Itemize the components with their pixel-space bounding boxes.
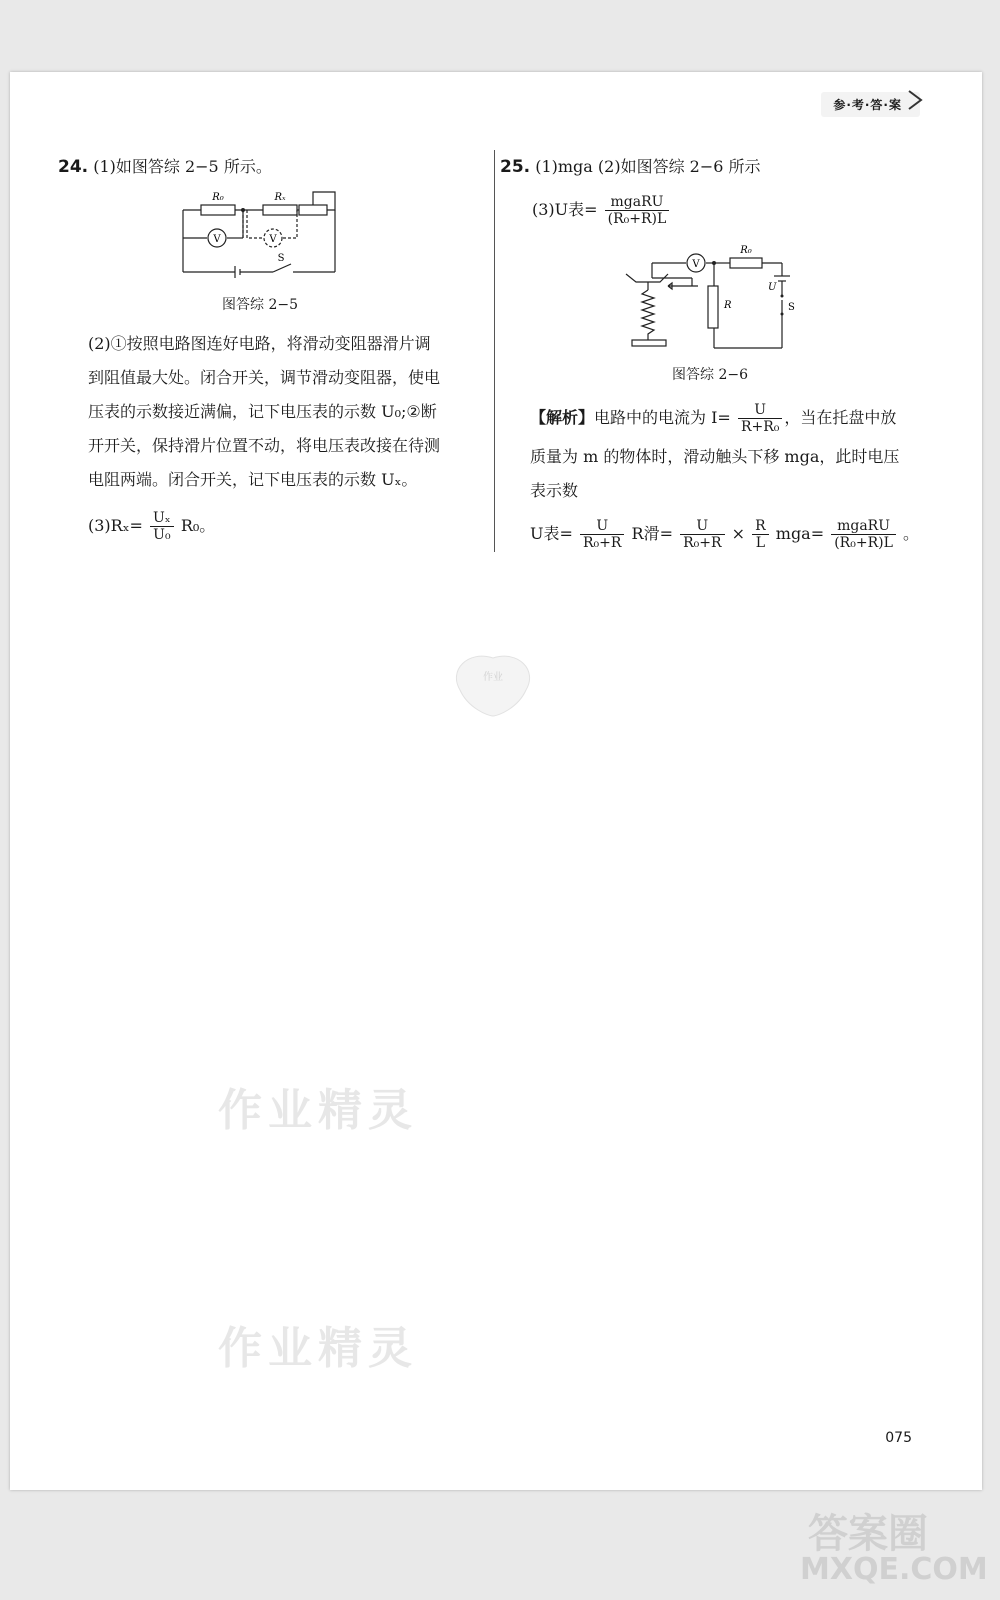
numerator: U xyxy=(580,518,624,535)
numerator: mgaRU xyxy=(605,194,670,211)
stamp-watermark xyxy=(448,650,538,720)
formula-prefix: (3)Rₓ= xyxy=(88,516,143,535)
voltmeter-label: V xyxy=(213,234,221,245)
eq-part: U表= xyxy=(530,524,573,543)
analysis-text: 电路中的电流为 I= xyxy=(594,408,731,427)
eq-part: × xyxy=(731,524,746,543)
q25-number: 25. xyxy=(500,157,531,177)
q24-part2-line: 开开关，保持滑片位置不动，将电压表改接在待测 xyxy=(88,436,441,455)
figure-caption-2-6: 图答综 2−6 xyxy=(672,367,748,383)
figure-caption-2-5: 图答综 2−5 xyxy=(222,297,298,313)
eq-part: mga= xyxy=(775,524,825,543)
column-divider xyxy=(494,150,495,552)
q25-part1 xyxy=(500,154,761,177)
corner-watermark: 答案圈 xyxy=(808,1511,928,1557)
q24-part2-line: 到阻值最大处。闭合开关，调节滑动变阻器，使电 xyxy=(88,368,441,387)
circuit-diagram-2-6 xyxy=(622,238,797,353)
formula-suffix: R₀。 xyxy=(180,516,216,535)
q24-part2-line: 压表的示数接近满偏，记下电压表的示数 U₀;②断 xyxy=(88,402,437,421)
q25-part3-formula xyxy=(532,194,671,227)
stamp-text: 作业 xyxy=(483,672,503,683)
q25-final-equation xyxy=(530,518,919,551)
denominator: L xyxy=(755,535,766,551)
chevron-right-icon xyxy=(906,89,924,111)
q25-analysis-line3: 表示数 xyxy=(530,481,579,500)
watermark-text: 作业精灵 xyxy=(218,1085,418,1136)
fraction xyxy=(831,518,896,551)
analysis-tag: 【解析】 xyxy=(530,408,595,427)
denominator: R+R₀ xyxy=(740,419,780,435)
denominator: (R₀+R)L xyxy=(607,211,667,227)
eq-part: 。 xyxy=(902,524,919,543)
label-r0: R₀ xyxy=(212,192,224,203)
q25-part1-text: (1)mga (2)如图答综 2−6 所示 xyxy=(535,157,761,176)
formula-prefix: (3)U表= xyxy=(532,200,598,219)
fraction xyxy=(752,518,769,551)
circuit-diagram-2-5 xyxy=(175,182,350,282)
label-u: U xyxy=(768,282,777,293)
label-r0: R₀ xyxy=(740,245,752,256)
fraction xyxy=(580,518,624,551)
switch-label: S xyxy=(788,302,795,313)
label-r: R xyxy=(724,300,732,311)
numerator: U xyxy=(680,518,724,535)
q25-analysis-line1 xyxy=(530,402,896,435)
numerator: Uₓ xyxy=(150,510,174,527)
denominator: R₀+R xyxy=(683,535,722,551)
voltmeter-dashed-label: V xyxy=(269,234,277,245)
section-header: 参·考·答·案 xyxy=(821,92,920,117)
fraction xyxy=(605,194,670,227)
q24-number: 24. xyxy=(58,157,89,177)
switch-label: S xyxy=(277,253,285,264)
fraction xyxy=(738,402,782,435)
q24-part3-formula xyxy=(88,510,215,543)
analysis-text: ，当在托盘中放 xyxy=(784,408,897,427)
denominator: R₀+R xyxy=(583,535,622,551)
fraction xyxy=(150,510,174,543)
numerator: U xyxy=(738,402,782,419)
denominator: U₀ xyxy=(153,527,171,543)
numerator: mgaRU xyxy=(831,518,896,535)
q24-part2-line: (2)①按照电路图连好电路，将滑动变阻器滑片调 xyxy=(88,334,431,353)
q24-part2-line: 电阻两端。闭合开关，记下电压表的示数 Uₓ。 xyxy=(88,470,418,489)
fraction xyxy=(680,518,724,551)
label-rx: Rₓ xyxy=(274,192,286,203)
voltmeter-label: V xyxy=(692,259,700,270)
q24-part1 xyxy=(58,154,272,177)
document-page xyxy=(10,72,982,1490)
q25-analysis-line2: 质量为 m 的物体时，滑动触头下移 mga，此时电压 xyxy=(530,447,900,466)
q24-part1-text: (1)如图答综 2−5 所示。 xyxy=(93,157,272,176)
page-number: 075 xyxy=(885,1430,912,1446)
eq-part: R滑= xyxy=(631,524,673,543)
watermark-text: 作业精灵 xyxy=(218,1323,418,1374)
corner-watermark-url: MXQE.COM xyxy=(800,1552,988,1587)
numerator: R xyxy=(752,518,769,535)
denominator: (R₀+R)L xyxy=(834,535,893,551)
q24-part2 xyxy=(88,327,440,497)
